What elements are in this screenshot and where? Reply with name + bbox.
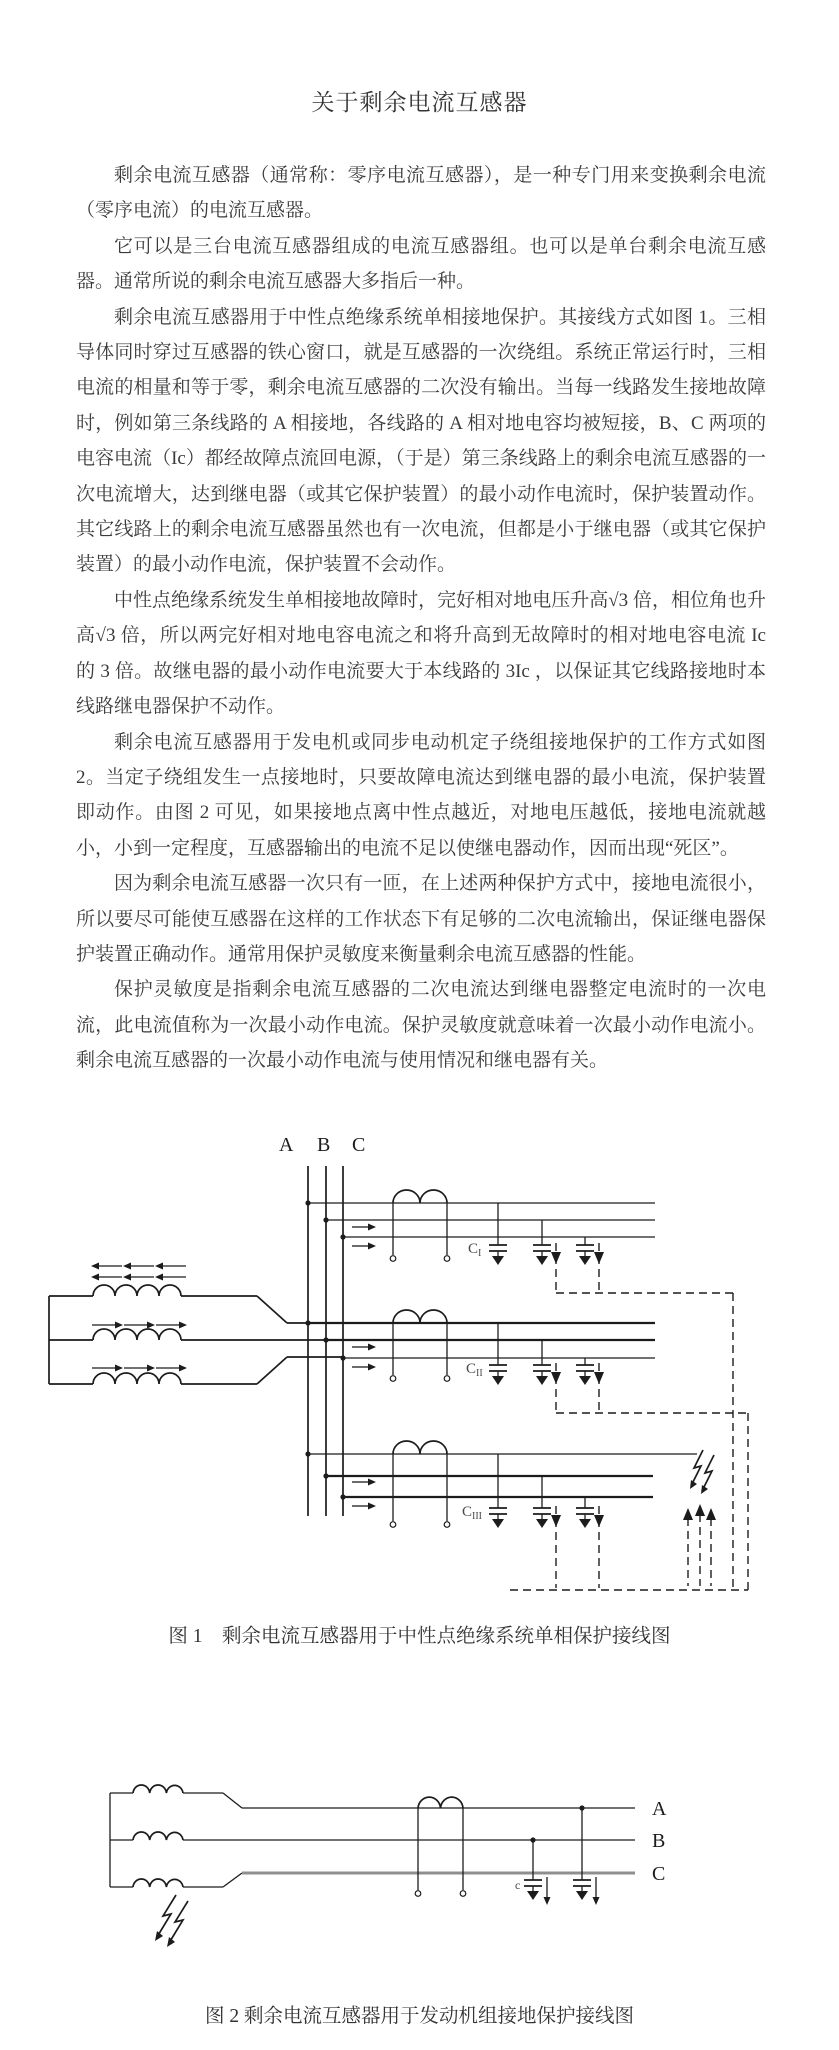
paragraph-2: 它可以是三台电流互感器组成的电流互感器组。也可以是单台剩余电流互感器。通常所说的剩余电流互感器大多指后一种。 xyxy=(76,235,766,293)
phase-label-c: C xyxy=(652,1863,666,1885)
fault-lightning-icon xyxy=(690,1450,714,1494)
ct-coil-1 xyxy=(390,1190,450,1261)
figure1-current-arrows xyxy=(91,1263,187,1372)
phase-label-a: A xyxy=(652,1798,667,1820)
paragraph-4: 中性点绝缘系统发生单相接地故障时，完好相对地电压升高√3 倍，相位角也升高√3 倍，所以两完好相对地电容电流之和将升高到无故障时的相对地电容电流 Ic 的 3 倍。故继电器的最小动作电流要大于本线路的 3Ic ，以保证其它线路接地时本线路继电器保护不动作。 xyxy=(76,589,766,718)
capacitor-label-2: $C_{II}$ xyxy=(466,1361,483,1379)
capacitor-label: c xyxy=(515,1878,521,1892)
return-path-3 xyxy=(551,1506,604,1588)
bus-label-b: B xyxy=(317,1134,331,1156)
figure2-stator-winding xyxy=(110,1785,635,1887)
paragraph-1: 剩余电流互感器（通常称：零序电流互感器），是一种专门用来变换剩余电流（零序电流）的电流互感器。 xyxy=(76,165,766,222)
figure1-diagram xyxy=(0,1120,839,1600)
figure1-feeder-2 xyxy=(305,1310,748,1413)
document-title: 关于剩余电流互感器 xyxy=(311,90,528,115)
capacitor-group-1 xyxy=(468,1203,594,1265)
figure1-feeder-1 xyxy=(305,1190,733,1293)
figure1-bus-labels xyxy=(279,1134,365,1156)
figure2-phase-labels xyxy=(652,1798,667,1885)
ct-coil-2 xyxy=(390,1310,450,1381)
bus-label-c: C xyxy=(352,1134,366,1156)
fault-return-arrows xyxy=(683,1504,716,1586)
capacitor-group xyxy=(515,1805,600,1905)
figure2-diagram xyxy=(0,1745,839,1985)
fault-lightning-icon xyxy=(155,1895,188,1947)
figure2-caption: 图 2 剩余电流互感器用于发动机组接地保护接线图 xyxy=(204,2006,634,2027)
capacitor-group-3 xyxy=(462,1454,594,1528)
bus-label-a: A xyxy=(279,1134,294,1156)
figure1-source-winding xyxy=(49,1285,343,1384)
figure1-feeder-3 xyxy=(305,1441,716,1588)
document-body xyxy=(76,158,766,1079)
paragraph-7: 保护灵敏度是指剩余电流互感器的二次电流达到继电器整定电流时的一次电流，此电流值称为一次最小动作电流。保护灵敏度就意味着一次最小动作电流小。剩余电流互感器的一次最小动作电流与使用情况和继电器有关。 xyxy=(76,979,766,1072)
figure1-return-trunk xyxy=(510,1293,748,1590)
ct-coil xyxy=(415,1797,466,1896)
paragraph-6: 因为剩余电流互感器一次只有一匝，在上述两种保护方式中，接地电流很小，所以要尽可能使互感器在这样的工作状态下有足够的二次电流输出，保证继电器保护装置正确动作。通常用保护灵敏度来衡量剩余电流互感器的性能。 xyxy=(76,873,766,965)
phase-label-b: B xyxy=(652,1830,666,1852)
capacitor-label-1: $C_I$ xyxy=(468,1241,482,1259)
capacitor-group-2 xyxy=(466,1323,594,1385)
paragraph-5: 剩余电流互感器用于发电机或同步电动机定子绕组接地保护的工作方式如图 2。当定子绕组发生一点接地时，只要故障电流达到继电器的最小电流，保护装置即动作。由图 2 可见，如果接地点离中性点越近，对地电压越低，接地电流就越小，小到一定程度，互感器输出的电流不足以使继电器动作，因而出现“死区”。 xyxy=(76,731,766,859)
capacitor-label-3: $C_{III}$ xyxy=(462,1504,483,1522)
paragraph-3: 剩余电流互感器用于中性点绝缘系统单相接地保护。其接线方式如图 1。三相导体同时穿过互感器的铁心窗口，就是互感器的一次绕组。系统正常运行时，三相电流的相量和等于零，剩余电流互感器的二次没有输出。当每一线路发生接地故障时，例如第三条线路的 A 相接地，各线路的 A 相对地电容均被短接，B、C 两项的电容电流（Ic）都经故障点流回电源，（于是）第三条线路上的剩余电流互感器的一次电流增大，达到继电器（或其它保护装置）的最小动作电流时，保护装置动作。其它线路上的剩余电流互感器虽然也有一次电流，但都是小于继电器（或其它保护装置）的最小动作电流，保护装置不会动作。 xyxy=(76,306,766,576)
figure1-caption: 图 1 剩余电流互感器用于中性点绝缘系统单相保护接线图 xyxy=(168,1626,671,1647)
